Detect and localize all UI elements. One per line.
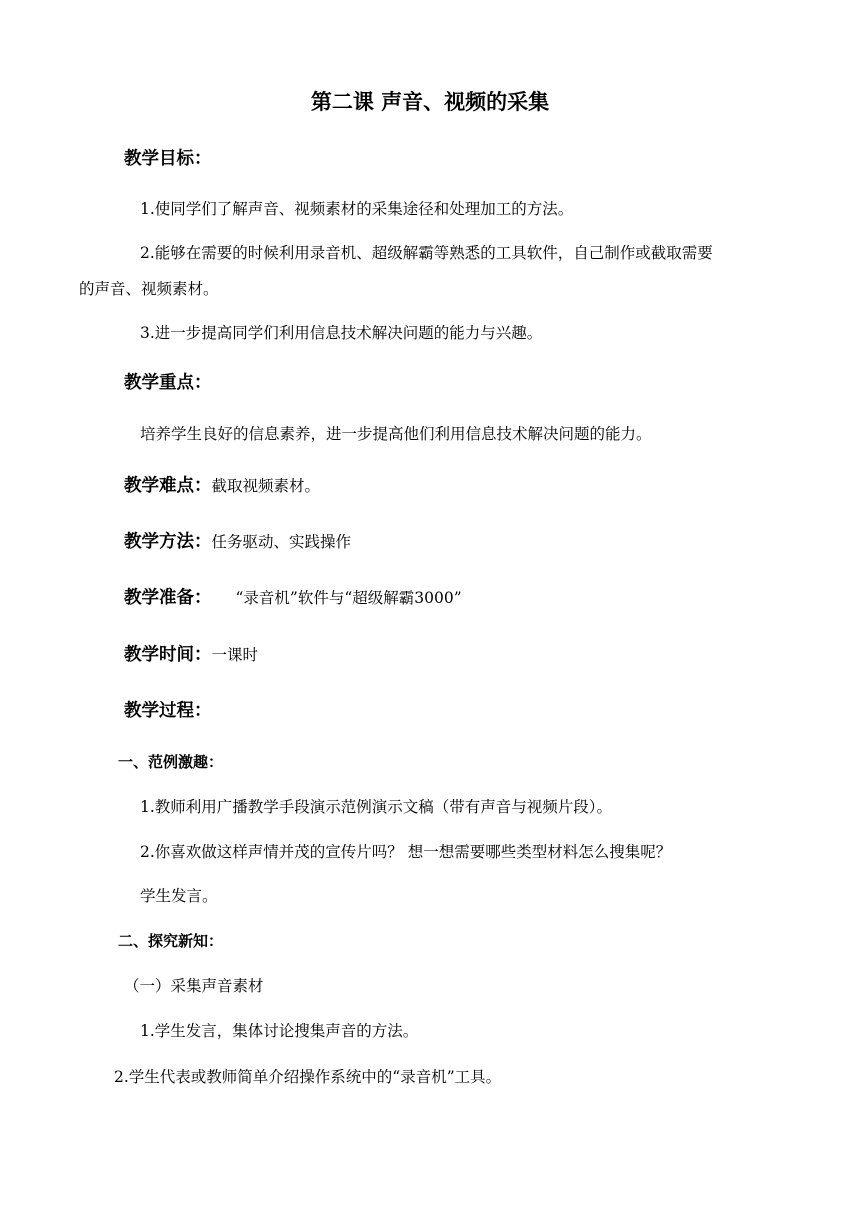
key-points-text: 培养学生良好的信息素养，进一步提高他们利用信息技术解决问题的能力。 (140, 425, 652, 443)
difficulty-text: 截取视频素材。 (211, 477, 321, 495)
section-1-note: 学生发言。 (140, 887, 218, 905)
method-text: 任务驱动、实践操作 (211, 533, 352, 551)
section-1-item-1: 1.教师利用广播教学手段演示范例演示文稿（带有声音与视频片段）。 (140, 798, 613, 816)
difficulty-row (124, 474, 320, 498)
duration-heading: 教学时间： (124, 645, 212, 665)
section-2-title: 二、探究新知： (118, 932, 224, 950)
difficulty-heading: 教学难点： (124, 476, 212, 496)
objective-item-1: 1.使同学们了解声音、视频素材的采集途径和处理加工的方法。 (140, 200, 574, 218)
key-points-heading: 教学重点： (124, 373, 212, 393)
objective-item-3: 3.进一步提高同学们利用信息技术解决问题的能力与兴趣。 (140, 324, 543, 342)
preparation-heading: 教学准备： (124, 588, 212, 608)
section-2-item-1: 1.学生发言，集体讨论搜集声音的方法。 (140, 1022, 419, 1040)
method-heading: 教学方法： (124, 532, 212, 552)
objective-item-2: 2.能够在需要的时候利用录音机、超级解霸等熟悉的工具软件，自己制作或截取需要 (140, 244, 713, 262)
section-2-item-2: 2.学生代表或教师简单介绍操作系统中的“录音机”工具。 (114, 1068, 502, 1086)
duration-row (124, 643, 258, 667)
objective-item-2-continued: 的声音、视频素材。 (79, 280, 219, 298)
preparation-row (124, 586, 462, 610)
duration-text: 一课时 (211, 646, 259, 664)
process-heading: 教学过程： (124, 701, 212, 721)
section-2-subsection: （一）采集声音素材 (124, 977, 264, 995)
page-title: 第二课 声音、视频的采集 (310, 90, 550, 114)
objectives-heading: 教学目标： (124, 149, 212, 169)
method-row (124, 530, 351, 554)
preparation-text: “录音机”软件与“超级解霸3000” (235, 589, 462, 607)
section-1-title: 一、范例激趣： (118, 753, 224, 771)
section-1-item-2: 2.你喜欢做这样声情并茂的宣传片吗？ 想一想需要哪些类型材料怎么搜集呢？ (140, 843, 672, 861)
